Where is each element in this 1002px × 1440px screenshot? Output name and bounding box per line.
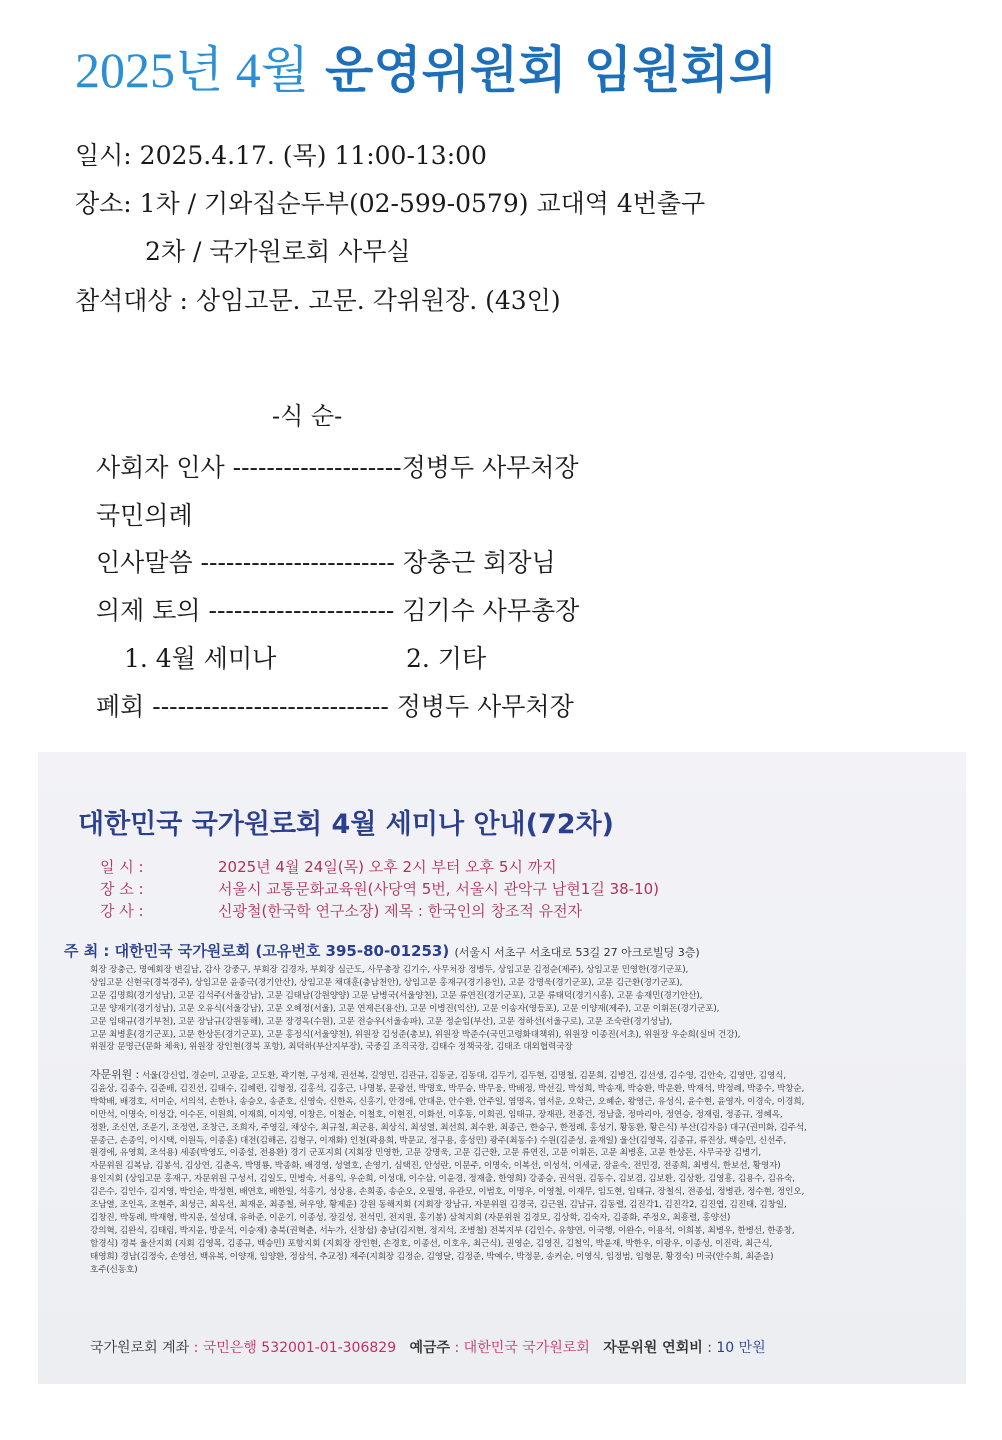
officer-line: 고문 김명희(경기성남), 고문 김석주(서울강남), 고문 김태남(강원양양) 고문 남병국(서울양천), 고문 류연진(경기군포), 고문 류태덕(경기시흥), 고문 송재민(경기안산), (90, 990, 703, 1001)
flyer-host-label: 주 최 : 대한민국 국가원로회 (고유번호 395-80-01253) (64, 942, 450, 960)
agenda-item: 국민의례 (96, 501, 193, 530)
flyer-host (64, 940, 700, 961)
flyer-host-address: (서울시 서초구 서초대로 53길 27 아크로빌딩 3층) (454, 946, 700, 959)
agenda-item: 사회자 인사 --------------------정병두 사무처장 (96, 453, 579, 482)
flyer-date-label: 일 시 : (100, 858, 144, 876)
advisor-line: 원경애, 유영희, 조석용) 세종(박영도, 이종설, 전용환) 경기 군포지회 (지회장 민영한, 고문 강명욱, 고문 김근환, 고문 류연진, 고문 이휘돈, 고문 최병훈, 고문 한상돈, 사무국장 김병기, (90, 1148, 762, 1159)
agenda-heading: -식 순- (272, 402, 343, 430)
holder-label: 예금주 (409, 1340, 451, 1356)
agenda-item: 의제 토의 ---------------------- 김기수 사무총장 (96, 596, 580, 625)
advisor-line: 문종근, 손종익, 이시택, 이원득, 이종훈) 대전(김해곤, 김형구, 이재화) 인천(곽용희, 박문교, 정구용, 홍성민) 광주(최동수) 수원(김준성, 윤재일) 울산(김영목, 김종규, 류진상, 백승민, 신선주, (90, 1135, 787, 1146)
advisor-line: 함경식) 경북 울산지회 (지회 김영목, 김종규, 백승민) 포항지회 (지회장 장인현, 손경호, 이종선, 이호우, 최근식), 권영순, 김영진, 김철익, 박윤재, 박한우, 이광우, 이종성, 이진락, 최근식, (90, 1238, 773, 1249)
advisor-line: 호주(신동호) (90, 1264, 138, 1275)
advisor-list (90, 1069, 940, 1277)
holder-value: : 대한민국 국가원로회 (454, 1340, 590, 1356)
officer-line: 고문 최병훈(경기군포), 고문 한상돈(경기군포), 고문 홍정식(서울양천), 위원장 김성준(총보), 위원장 박준수(국민고령화대책위), 위원장 이종진(서초), 위원장 우순희(실버 건강), (90, 1029, 741, 1040)
advisor-line: 정환, 조신연, 조운기, 조정연, 조창근, 조희자, 주영길, 채상수, 최규칠, 최군용, 최상식, 최성열, 최선희, 최수환, 최종근, 한승구, 한정례, 홍성기, 황동환, 황은식) 부산(김자응) 대구(권미화, 김주석, (90, 1122, 807, 1133)
page-title (75, 30, 777, 102)
agenda-closing: 폐회 ---------------------------- 정병두 사무처장 (96, 692, 574, 721)
title-year-month: 2025년 4월 (75, 42, 310, 98)
account-label: 국가원로회 계좌 (90, 1340, 190, 1356)
flyer-date-value: 2025년 4월 24일(목) 오후 2시 부터 오후 5시 까지 (218, 858, 557, 876)
account-value: : 국민은행 532001-01-306829 (193, 1340, 397, 1356)
meeting-attendees: 참석대상 : 상임고문. 고문. 각위원장. (43인) (75, 286, 561, 315)
title-meeting-name: 운영위원회 임원회의 (325, 41, 778, 99)
agenda-sub-item: 2. 기타 (406, 644, 487, 673)
officer-line: 위원장 문명근(문화 체육), 위원장 장인현(경북 포항), 최덕하(부산지부장), 국중길 조직국장, 김태수 정책국장, 김태조 대외협력국장 (90, 1042, 573, 1053)
advisor-line: 이만석, 이명숙, 이성갑, 이수돈, 이원희, 이재희, 이지영, 이창은, 이철순, 이철호, 이현진, 이화선, 이후동, 이희권, 임태규, 장재관, 전종건, 정남출, 정마리아, 정연승, 정재림, 정종규, 정혜옥, (90, 1109, 783, 1120)
advisor-line: 강의혁, 김완식, 김태림, 박지윤, 방운석, 이승재) 충북(권혁춘, 서누가, 신창섭) 충남(김지현, 정지석, 조병철) 전북지부 (김인수, 유향연, 이국행, 이완수, 이용석, 이희봉, 최병우, 한병선, 한종창, (90, 1225, 795, 1236)
advisor-line: 자문위원 김복남, 김봉석, 김상연, 김춘옥, 박명룡, 박종화, 배경영, 성열호, 손영기, 심택진, 안성란, 이문주, 이명숙, 이복선, 이성석, 이세균, 장윤숙, 전민경, 전종희, 최병식, 한보선, 황영자) (90, 1161, 781, 1172)
officer-line: 고문 양재기(경기성남), 고문 오유식(서울강남), 고문 오혜정(서울), 고문 연제은(용산), 고문 이병진(익산), 고문 이송자(영등포), 고문 이양재(제주), 고문 이휘돈(경기군포), (90, 1003, 720, 1014)
officer-line: 고문 임태규(경기부천), 고문 장남규(강원동해), 고문 장경옥(수원), 고문 전승우(서울송파), 고문 정순임(부산), 고문 정하선(서울구로), 고문 조숙란(경기성남), (90, 1016, 673, 1027)
agenda-sub-item: 1. 4월 세미나 (124, 644, 277, 673)
meeting-place-2: 2차 / 국가원로회 사무실 (145, 237, 411, 266)
advisor-label: 자문위원 : (90, 1069, 140, 1081)
meeting-date: 일시: 2025.4.17. (목) 11:00-13:00 (75, 141, 487, 170)
officer-line: 회장 장충근, 명예회장 변길남, 감사 강중구, 부회장 김경자, 부회장 심근도, 사무총장 김기수, 사무처장 정병두, 상임고문 김정순(제주), 상임고문 민영한(경기군포), (90, 965, 689, 975)
advisor-line: 태영희) 경남(김정숙, 손영선, 백유복, 이양재, 임양환, 정삼석, 추교정) 제주(지회장 김정순, 김영달, 김정준, 박예수, 박정문, 송커순, 이영식, 임정범, 임형문, 황경숙) 미국(안수희, 최준을) (90, 1251, 774, 1262)
advisor-line: 김윤상, 김종수, 김준배, 김진선, 김태수, 김혜련, 김형정, 김홍석, 김홍근, 나명봉, 문광선, 박명호, 박무승, 박무웅, 박배정, 박선길, 박성희, 박송재, 박승환, 박운환, 박재석, 박정례, 박종수, 박창순, (90, 1083, 805, 1094)
fee-label: 자문위원 연회비 (603, 1340, 703, 1356)
seminar-flyer (38, 752, 966, 1384)
officer-list (90, 964, 940, 1054)
advisor-line: 용인지회 (상임고문 홍재구, 자문위원 구성서, 김일도, 민병숙, 서용익, 우순희, 이성대, 이수삼, 이윤경, 정재출, 한영희) 강종승, 권석원, 김동수, 김보겸, 김보환, 김상환, 김영흥, 김용수, 김유숙, (90, 1174, 795, 1185)
advisor-line: 김은수, 김인수, 김지영, 박인순, 박정현, 배연호, 배한일, 석홍기, 성상용, 손희종, 송순오, 오필영, 유관모, 이범호, 이명우, 이영철, 이재무, 임도현, 임태규, 장철식, 전종섭, 정병관, 정수현, 정인오, (90, 1187, 805, 1198)
advisor-line: 김창진, 박동례, 박재형, 박지운, 설성대, 유하준, 이운기, 이종성, 장길성, 전석민, 전지원, 홍기봉) 삼척지회 (자문위원 김경모, 김상학, 김숙자, 김종화, 주정오, 최흥렬, 홍양선) (90, 1212, 731, 1223)
officer-line: 상임고문 신현국(경북경주), 상임고문 윤종극(경기안산), 상임고문 채대훈(충남천안), 상임고문 홍재구(경기용인), 고문 강명욱(경기군포), 고문 김근환(경기군포), (90, 977, 683, 988)
flyer-place-value: 서울시 교통문화교육원(사당역 5번, 서울시 관악구 남현1길 38-10) (218, 880, 660, 898)
flyer-title: 대한민국 국가원로회 4월 세미나 안내(72차) (78, 809, 614, 840)
flyer-account-row (90, 1337, 766, 1357)
advisor-line: 조남열, 조인옥, 조현주, 최성근, 최옥선, 최재운, 최종철, 허우양, 황제운) 강원 동해지회 (지회장 장남규, 자문위원 김경국, 김근원, 김남규, 김동렬, 김진각1, 김진각2, 김진엽, 김진태, 김창일, (90, 1200, 787, 1211)
flyer-place-label: 장 소 : (100, 880, 144, 898)
agenda-item: 인사말씀 ----------------------- 장충근 회장님 (96, 548, 556, 577)
flyer-place-row (100, 878, 659, 899)
advisor-line: 박학배, 배경호, 서미순, 서의석, 손한나, 송승오, 송준호, 신영숙, 신한옥, 신홍기, 안경애, 안대운, 안수환, 안주일, 염명옥, 염서운, 오학근, 오혜순, 왕영근, 유성식, 윤수현, 윤영자, 이경숙, 이경희, (90, 1096, 805, 1107)
meeting-place-1: 장소: 1차 / 기와집순두부(02-599-0579) 교대역 4번출구 (75, 189, 706, 218)
flyer-speaker-label: 강 사 : (100, 902, 144, 920)
fee-value: : 10 만원 (707, 1340, 766, 1356)
flyer-date-row (100, 856, 557, 877)
advisor-line: 서울(강신업, 경순미, 고광윤, 고도환, 곽기현, 구성재, 권선복, 길영민, 김관규, 김동균, 김동대, 김두기, 김두현, 김명철, 김문희, 김병건, 김선생, 김수영, 김안숙, 김영만, 김영식, (141, 1071, 787, 1081)
flyer-speaker-row (100, 900, 582, 921)
flyer-speaker-value: 신광철(한국학 연구소장) 제목 : 한국인의 창조적 유전자 (218, 902, 583, 920)
